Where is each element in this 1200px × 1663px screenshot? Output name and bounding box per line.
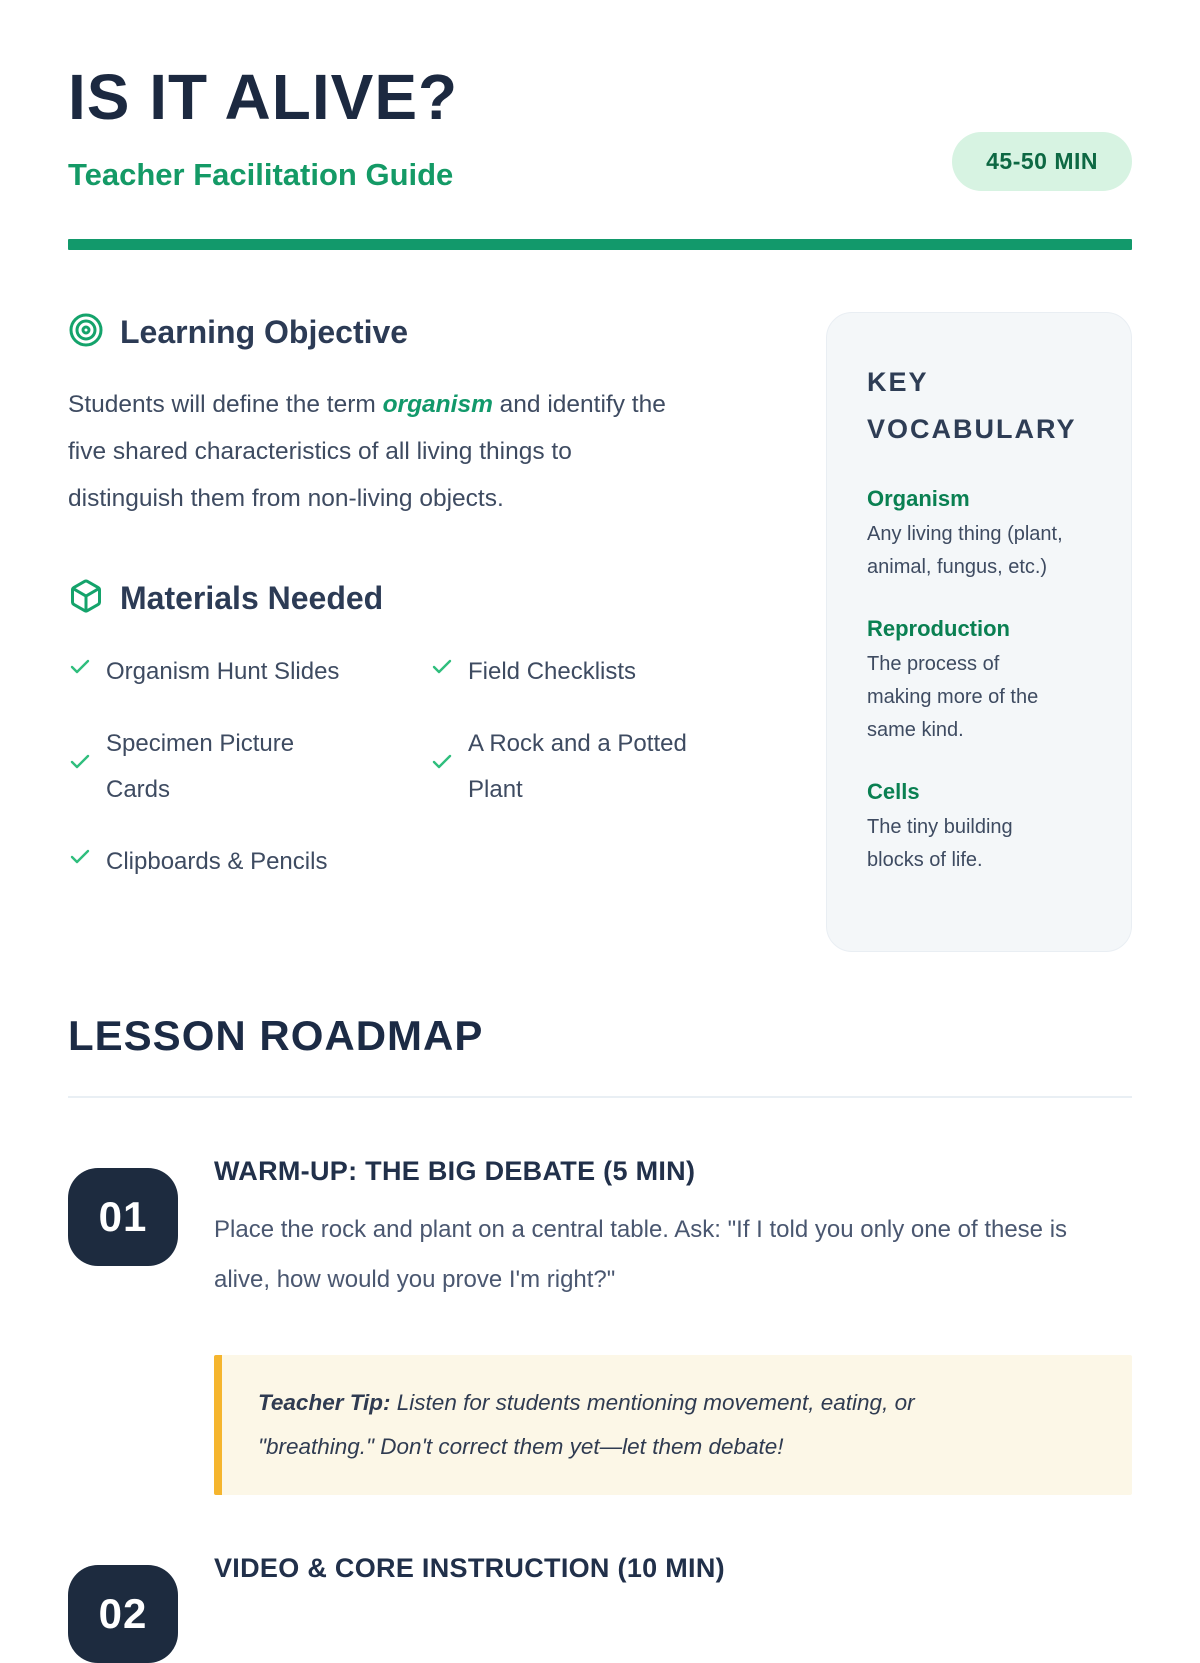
roadmap-step-1	[68, 1152, 1132, 1495]
vocab-term: Reproduction	[867, 615, 1010, 641]
check-icon	[68, 839, 92, 885]
material-item	[68, 649, 430, 695]
vocab-entry	[867, 616, 1091, 747]
step-title: WARM-UP: THE BIG DEBATE (5 MIN)	[214, 1156, 696, 1187]
material-label: Clipboards & Pencils	[106, 848, 328, 876]
key-vocabulary-card	[826, 312, 1132, 952]
materials-list	[68, 649, 790, 885]
learning-objective-section	[68, 312, 790, 522]
vocab-term: Cells	[867, 778, 920, 804]
teacher-tip-text	[258, 1381, 1018, 1469]
step-number-badge: 02	[68, 1565, 178, 1663]
check-icon	[68, 649, 92, 695]
page-subtitle: Teacher Facilitation Guide	[68, 157, 454, 193]
material-label: A Rock and a Potted Plant	[468, 730, 687, 804]
vocab-definition: The process of making more of the same kind.	[867, 652, 1039, 741]
materials-header	[68, 578, 790, 619]
key-vocabulary-heading: KEY VOCABULARY	[867, 367, 1077, 445]
teacher-tip-callout	[214, 1355, 1132, 1495]
main-column	[68, 312, 790, 952]
check-icon	[68, 744, 92, 790]
content-grid	[68, 312, 1132, 952]
vocab-entry	[867, 779, 1091, 877]
materials-section	[68, 578, 790, 885]
vocab-entry	[867, 486, 1091, 584]
material-label: Organism Hunt Slides	[106, 658, 340, 686]
target-icon	[68, 312, 104, 353]
objective-text-before: Students will define the term	[68, 391, 383, 419]
learning-objective-text	[68, 381, 688, 522]
step-title: VIDEO & CORE INSTRUCTION (10 MIN)	[214, 1553, 725, 1584]
step-body	[214, 1152, 1132, 1495]
check-icon	[430, 649, 454, 695]
package-icon	[68, 578, 104, 619]
header-titles	[68, 61, 459, 193]
page-title: IS IT ALIVE?	[68, 61, 459, 133]
material-label: Specimen Picture Cards	[106, 730, 295, 804]
duration-badge: 45-50 MIN	[952, 132, 1132, 191]
lesson-roadmap-heading: LESSON ROADMAP	[68, 1012, 484, 1060]
material-item	[68, 721, 430, 813]
step-description: Place the rock and plant on a central table. Ask: "If I told you only one of these is alive, how would you prove I'm right?"	[214, 1216, 1068, 1294]
vocab-definition: Any living thing (plant, animal, fungus, etc.)	[867, 522, 1063, 578]
step-number-badge: 01	[68, 1168, 178, 1266]
materials-heading: Materials Needed	[120, 580, 384, 617]
objective-text-after: and identify the five shared characteristics of all living things to distinguish them from non-living objects.	[68, 391, 666, 513]
check-icon	[430, 744, 454, 790]
material-item	[430, 649, 790, 695]
learning-objective-heading: Learning Objective	[120, 314, 409, 351]
learning-objective-header	[68, 312, 790, 353]
material-item	[68, 839, 430, 885]
header-divider	[68, 239, 1132, 250]
teacher-tip-body: Listen for students mentioning movement, eating, or "breathing." Don't correct them yet—let them debate!	[258, 1390, 915, 1460]
step-body	[214, 1549, 1132, 1663]
lesson-roadmap-section	[68, 1012, 1132, 1663]
roadmap-step-2	[68, 1549, 1132, 1663]
teacher-tip-label: Teacher Tip:	[258, 1390, 391, 1416]
material-label: Field Checklists	[468, 658, 637, 686]
objective-term: organism	[382, 391, 493, 419]
vocab-definition: The tiny building blocks of life.	[867, 815, 1013, 871]
material-item	[430, 721, 790, 813]
roadmap-divider	[68, 1096, 1132, 1098]
header	[68, 61, 1132, 193]
vocab-term: Organism	[867, 485, 970, 511]
